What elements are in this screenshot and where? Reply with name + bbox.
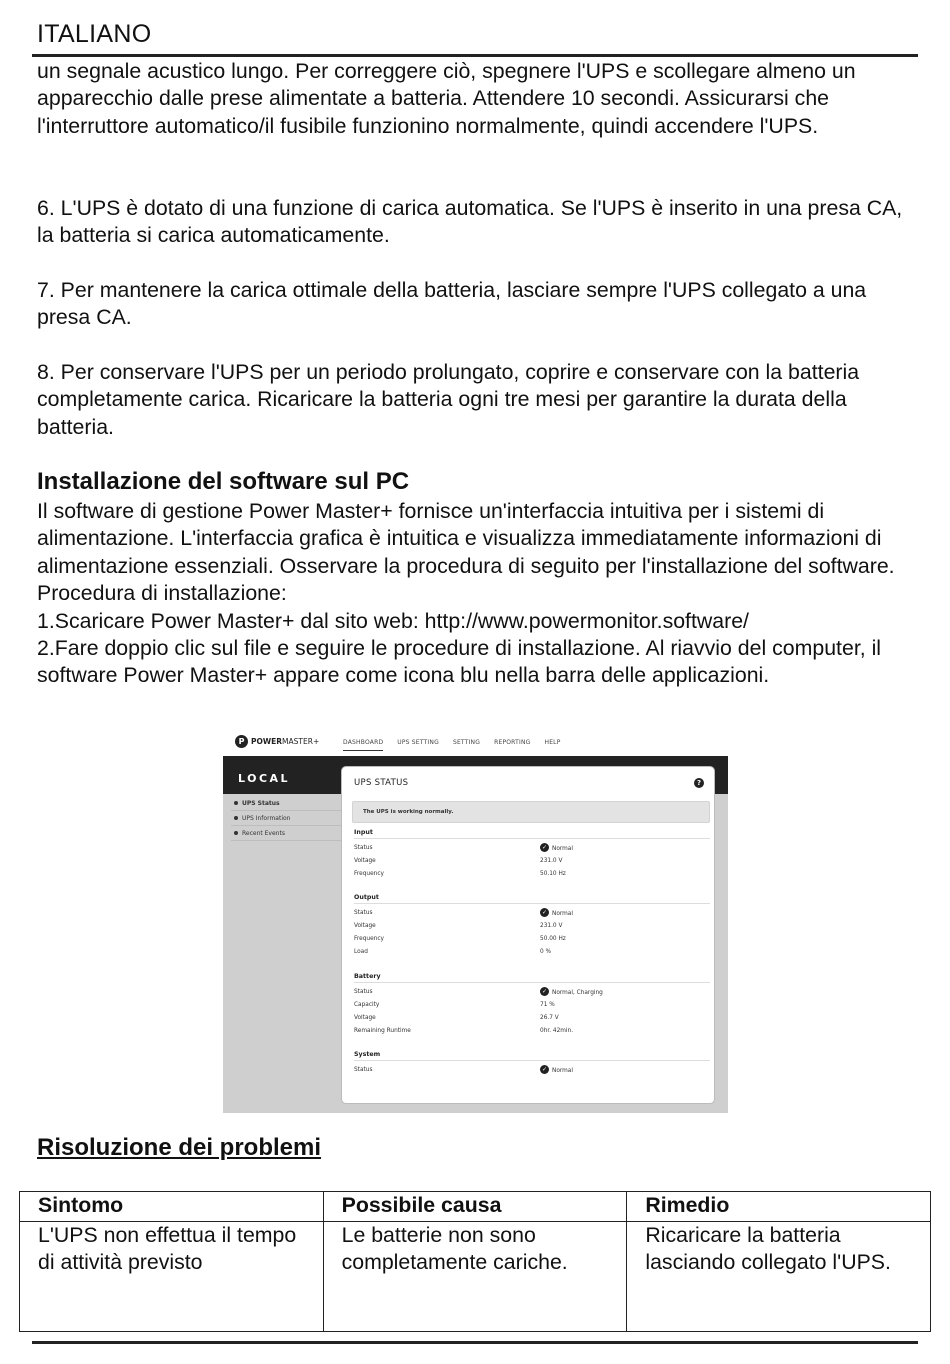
status-group-3 [354, 1051, 710, 1077]
status-alert: The UPS is working normally. [352, 801, 710, 823]
status-row-label: Status [354, 910, 373, 916]
logo-bold-text: POWER [251, 737, 283, 746]
status-row [354, 986, 710, 999]
status-row-value [540, 910, 573, 917]
status-row [354, 1025, 710, 1038]
install-body [37, 498, 922, 690]
help-icon[interactable]: ? [694, 778, 704, 788]
app-logo [235, 735, 319, 748]
cell-cause: Le batterie non sono completamente cariche. [323, 1222, 627, 1332]
table-header-row [20, 1192, 931, 1222]
status-row-label: Voltage [354, 923, 376, 929]
troubleshooting-title: Risoluzione dei problemi [37, 1134, 322, 1161]
power-master-screenshot [223, 730, 728, 1113]
column-header-cause: Possibile causa [323, 1192, 627, 1222]
group-heading: System [354, 1051, 710, 1061]
sidebar-item-label: UPS Status [242, 799, 280, 807]
status-group-0 [354, 829, 710, 881]
group-heading: Input [354, 829, 710, 839]
status-row-value [540, 871, 566, 877]
paragraph-8: 8. Per conservare l'UPS per un periodo prolungato, coprire e conservare con la batteria completamente carica. Ricaricare la batteria ogni tre mesi per garantire la durata della batteria. [37, 360, 860, 439]
check-circle-icon: ✓ [541, 909, 548, 916]
bullet-icon [234, 831, 238, 835]
install-step-2: 2.Fare doppio clic sul file e seguire le procedure di installazione. Al riavvio del computer, il software Power Master+ appare come icona blu nella barra delle applicazioni. [37, 636, 882, 688]
bottom-rule [32, 1341, 918, 1344]
status-row-label: Voltage [354, 858, 376, 864]
tab-setting[interactable]: SETTING [452, 739, 481, 746]
status-row [354, 946, 710, 959]
status-row [354, 1012, 710, 1025]
cell-remedy: Ricaricare la batteria lasciando collegato l'UPS. [627, 1222, 931, 1332]
top-rule [32, 54, 918, 57]
status-row-label: Status [354, 845, 373, 851]
power-logo-icon: P [235, 735, 248, 748]
status-row-label: Voltage [354, 1015, 376, 1021]
sidebar-item-ups-information[interactable] [231, 811, 343, 826]
status-row-label: Remaining Runtime [354, 1028, 411, 1034]
status-row-value-text: Normal, Charging [552, 989, 603, 996]
status-row [354, 842, 710, 855]
status-row [354, 1064, 710, 1077]
status-row-label: Load [354, 949, 368, 955]
status-row-value [540, 1067, 573, 1074]
status-row-value [540, 923, 562, 929]
tab-dashboard[interactable]: DASHBOARD [343, 739, 383, 751]
status-row-label: Frequency [354, 936, 384, 942]
status-group-2 [354, 973, 710, 1038]
app-top-nav [223, 730, 728, 756]
local-title: LOCAL [238, 772, 291, 785]
check-circle-icon: ✓ [541, 1066, 548, 1073]
troubleshooting-table [19, 1191, 931, 1332]
install-intro: Il software di gestione Power Master+ fornisce un'interfaccia intuitiva per i sistemi di alimentazione. L'interfaccia grafica è intuitica e visualizza immediatamente informazioni di alimentazione essenziali. Osservare la procedura di seguito per l'installazione del software. Procedura di installazione: [37, 499, 895, 606]
tab-ups-setting[interactable]: UPS SETTING [397, 739, 439, 746]
panel-title: UPS STATUS [354, 778, 409, 788]
sidebar-item-recent-events[interactable] [231, 826, 343, 841]
status-row-value [540, 858, 562, 864]
status-row-label: Frequency [354, 871, 384, 877]
sidebar-item-label: Recent Events [242, 829, 285, 837]
status-row-value-text: 0 % [540, 949, 552, 955]
status-row [354, 933, 710, 946]
status-row [354, 855, 710, 868]
sidebar [231, 796, 343, 841]
ups-status-panel [341, 766, 715, 1104]
table-row [20, 1222, 931, 1332]
check-circle-icon: ✓ [541, 844, 548, 851]
status-row-value-text: 50.00 Hz [540, 936, 566, 942]
logo-light-text: MASTER+ [282, 737, 320, 746]
status-row-value-text: Normal [552, 910, 573, 917]
status-row-value-text: 0hr. 42min. [540, 1028, 574, 1034]
status-row-value [540, 1015, 559, 1021]
paragraph-7: 7. Per mantenere la carica ottimale della batteria, lasciare sempre l'UPS collegato a una presa CA. [37, 278, 867, 330]
sidebar-item-label: UPS Information [242, 814, 291, 822]
bullet-icon [234, 816, 238, 820]
status-row-label: Capacity [354, 1002, 380, 1008]
tab-reporting[interactable]: REPORTING [494, 739, 531, 746]
status-row-value-text: 71 % [540, 1002, 555, 1008]
status-row-label: Status [354, 989, 373, 995]
cell-symptom: L'UPS non effettua il tempo di attività previsto [20, 1222, 324, 1332]
check-circle-icon: ✓ [541, 988, 548, 995]
status-row [354, 999, 710, 1012]
language-header: ITALIANO [37, 20, 152, 48]
status-row-value-text: 231.0 V [540, 923, 563, 929]
status-row-value [540, 989, 603, 996]
tab-help[interactable]: HELP [544, 739, 561, 746]
status-row [354, 920, 710, 933]
bullet-icon [234, 801, 238, 805]
group-heading: Output [354, 894, 710, 904]
column-header-symptom: Sintomo [20, 1192, 324, 1222]
install-step-1: 1.Scaricare Power Master+ dal sito web: http://www.powermonitor.software/ [37, 608, 749, 633]
app-body [223, 756, 728, 1113]
status-row-value-text: Normal [552, 845, 573, 852]
status-row-value-text: 231.0 V [540, 858, 563, 864]
status-group-1 [354, 894, 710, 959]
column-header-remedy: Rimedio [627, 1192, 931, 1222]
status-row-value [540, 1002, 555, 1008]
install-section-title: Installazione del software sul PC [37, 468, 410, 495]
status-row-value-text: 50.10 Hz [540, 871, 566, 877]
paragraph-6: 6. L'UPS è dotato di una funzione di carica automatica. Se l'UPS è inserito in una presa CA, la batteria si carica automaticamente. [37, 196, 903, 248]
status-row-value [540, 1028, 573, 1034]
status-row [354, 907, 710, 920]
status-row [354, 868, 710, 881]
group-heading: Battery [354, 973, 710, 983]
status-row-value [540, 949, 551, 955]
paragraph-intro: un segnale acustico lungo. Per correggere ciò, spegnere l'UPS e scollegare almeno un apparecchio dalle prese alimentate a batteria. Attendere 10 secondi. Assicurarsi che l'interruttore automatico/il fusibile funzionino normalmente, quindi accendere l'UPS. [37, 59, 856, 138]
status-row-value-text: Normal [552, 1067, 573, 1074]
sidebar-item-ups-status[interactable] [231, 796, 343, 811]
status-row-value [540, 936, 566, 942]
nav-tabs [343, 739, 561, 751]
status-row-value-text: 26.7 V [540, 1015, 559, 1021]
status-row-label: Status [354, 1067, 373, 1073]
status-row-value [540, 845, 573, 852]
